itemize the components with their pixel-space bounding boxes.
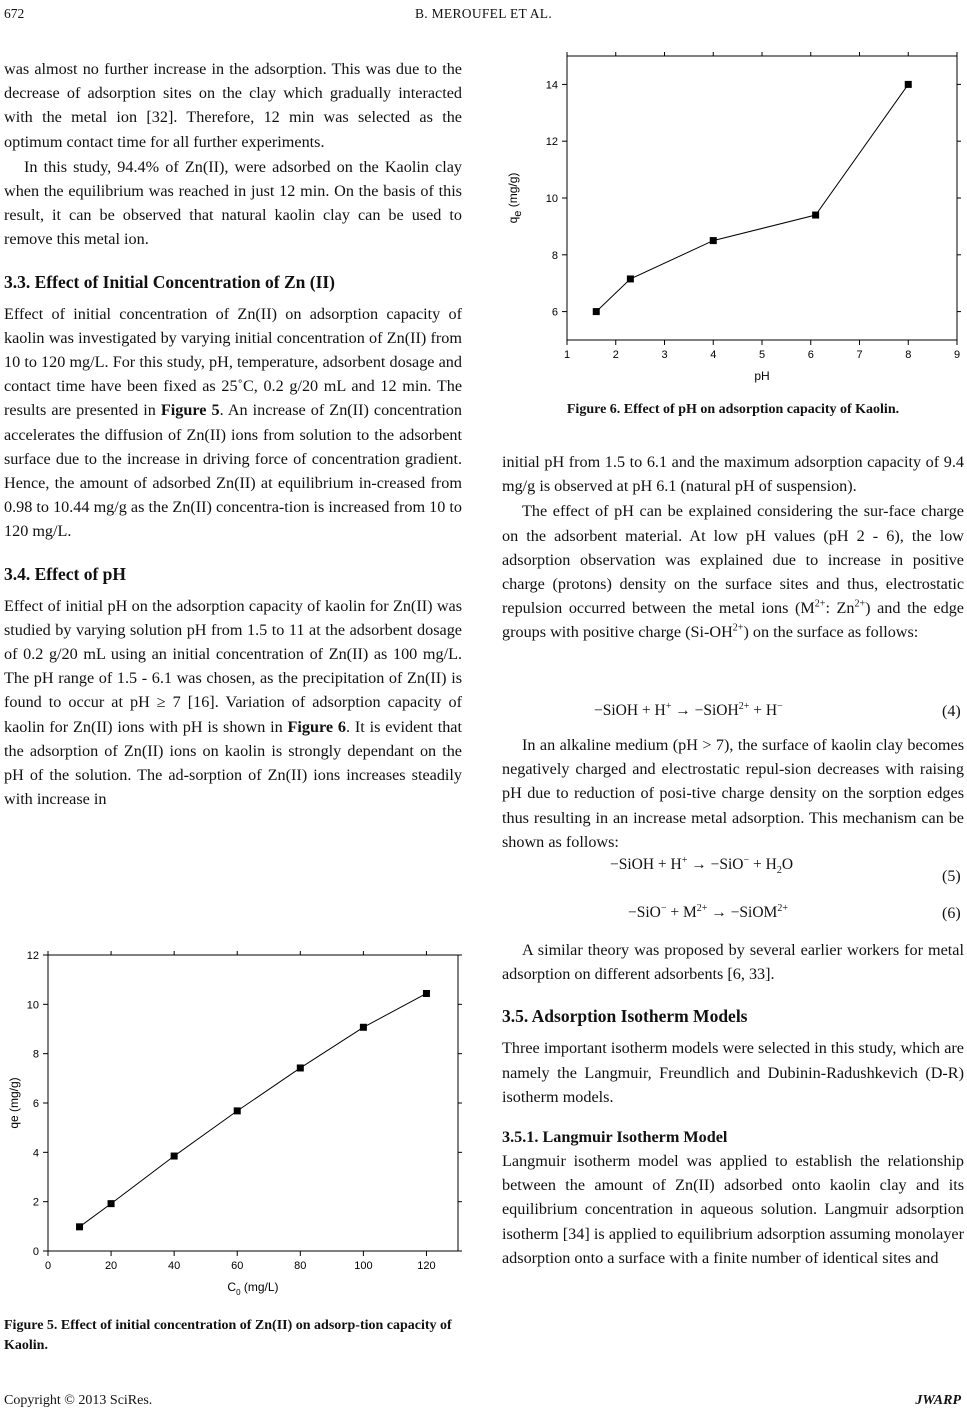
copyright: Copyright © 2013 SciRes. bbox=[4, 1393, 153, 1408]
y-axis-label: qe (mg/g) bbox=[506, 172, 524, 224]
y-tick-label: 12 bbox=[545, 136, 558, 149]
y-tick-label: 8 bbox=[32, 1048, 39, 1061]
x-tick-label: 120 bbox=[417, 1260, 436, 1272]
x-tick-label: 2 bbox=[612, 349, 619, 361]
paragraph: was almost no further increase in the adsorption. This was due to the decrease of adsorption sites on the clay which gradually interacted with the metal ion [32]. Therefore, 12 min was selected as the optimum contact time for all further experiments. bbox=[4, 60, 462, 151]
y-axis-label: qe (mg/g) bbox=[7, 1077, 21, 1129]
data-point bbox=[593, 308, 600, 315]
paragraph: Langmuir isotherm model was applied to establish the relationship between the amount of Zn(II) adsorbed onto kaolin clay and its equilibrium concentration in aqueous solution. Langmuir adsorption isotherm [34] is applied to equilibrium adsorption assuming monolayer adsorption onto a surface with a finite number of identical sites and bbox=[502, 1152, 964, 1267]
y-tick-label: 0 bbox=[32, 1246, 39, 1258]
equation-6: $-SiO^- + M^{2+}$ → −SiOM$^{2+}$ bbox=[628, 902, 788, 921]
y-tick-label: 2 bbox=[32, 1196, 39, 1209]
y-tick-label: 6 bbox=[551, 306, 558, 319]
equation-number: (6) bbox=[942, 905, 961, 922]
x-tick-label: 6 bbox=[807, 349, 814, 361]
right-column bbox=[502, 733, 964, 854]
x-tick-label: 4 bbox=[710, 349, 717, 361]
x-axis-label: $C_0$ (mg/L) bbox=[227, 1280, 279, 1297]
x-tick-label: 7 bbox=[856, 349, 863, 361]
data-point bbox=[171, 1153, 178, 1160]
page-number: 672 bbox=[4, 6, 25, 21]
data-point bbox=[905, 81, 912, 88]
x-tick-label: 5 bbox=[758, 349, 766, 361]
paragraph: A similar theory was proposed by several earlier workers for metal adsorption on different adsorbents [6, 33]. bbox=[502, 941, 964, 984]
data-point bbox=[360, 1024, 367, 1031]
subsection-heading: 3.5.1. Langmuir Isotherm Model bbox=[502, 1128, 728, 1147]
data-point bbox=[234, 1107, 241, 1114]
figure-6-caption: Figure 6. Effect of pH on adsorption capacity of Kaolin. bbox=[566, 402, 900, 417]
journal-name: JWARP bbox=[915, 1393, 961, 1408]
paragraph: Three important isotherm models were selected in this study, which are namely the Langmuir, Freundlich and Dubinin-Radushkevich (D-R) isotherm models. bbox=[502, 1039, 964, 1106]
data-point bbox=[710, 237, 717, 244]
x-tick-label: 8 bbox=[905, 349, 912, 361]
paragraph: In an alkaline medium (pH > 7), the surface of kaolin clay becomes negatively charged and electrostatic repul-sion decreases with raising pH due to reduction of posi-tive charge density on the sorption edges thus resulting in an increase metal adsorption. This mechanism can be shown as follows: bbox=[502, 736, 964, 851]
section-heading: 3.5. Adsorption Isotherm Models bbox=[502, 1006, 748, 1027]
data-point bbox=[812, 212, 819, 219]
equation-number: (4) bbox=[942, 703, 961, 720]
paragraph: Effect of initial concentration of Zn(II) on adsorption capacity of kaolin was investigated by varying initial concentration of Zn(II) from 10 to 120 mg/L. For this study, pH, temperature, adsorbent dosage and contact time have been fixed as 25˚C, 0.2 g/20 mL and 12 min. The results are presented in Figure 5. An increase of Zn(II) concentration accelerates the diffusion of Zn(II) ions from solution to the adsorbent surface due to the increase in driving force of concentration gradient. Hence, the amount of adsorbed Zn(II) at equilibrium in-creased from 0.98 to 10.44 mg/g as the Zn(II) concentra-tion is increased from 10 to 120 mg/L. bbox=[4, 304, 462, 541]
data-point bbox=[627, 275, 634, 282]
section-heading: 3.4. Effect of pH bbox=[4, 563, 126, 584]
paragraph: The effect of pH can be explained considering the sur-face charge on the adsorbent material. At low pH values (pH 2 - 6), the low adsorption observation was explained due to increase in positive charge (protons) density on the surface sites and thus, electrostatic repulsion occurred between the metal ions ($M^{2+}$: $Zn^{2+}$) and the edge groups with positive charge $(Si-OH^{2+})$ on the surface as follows: bbox=[502, 502, 964, 642]
series-line bbox=[596, 84, 908, 311]
y-tick-label: 14 bbox=[545, 79, 558, 92]
equation-number: (5) bbox=[942, 868, 961, 885]
paragraph: In this study, 94.4% of Zn(II), were adsorbed on the Kaolin clay when the equilibrium was reached in just 12 min. On the basis of this result, it can be observed that natural kaolin clay can be used to remove this metal ion. bbox=[4, 157, 462, 249]
paragraph: Effect of initial pH on the adsorption capacity of kaolin for Zn(II) was studied by varying solution pH from 1.5 to 11 at the adsorbent dosage of 0.2 g/20 mL using an initial concentration of Zn(II) as 100 mg/L. The pH range of 1.5 - 6.1 was chosen, as the precipitation of Zn(II) is found to occur at pH ≥ 7 [16]. Variation of adsorption capacity of kaolin for Zn(II) ions with pH is shown in Figure 6. It is evident that the adsorption of Zn(II) ions on kaolin is strongly dependant on the pH of the solution. The ad-sorption of Zn(II) ions increases steadily with increase in bbox=[4, 596, 462, 809]
equation-4: −SiOH + H+ → −SiOH$^{2+}$ + H− bbox=[594, 700, 783, 719]
y-tick-label: 8 bbox=[551, 249, 558, 262]
data-point bbox=[108, 1200, 115, 1207]
series-line bbox=[80, 993, 427, 1226]
y-tick-label: 12 bbox=[26, 950, 39, 962]
y-tick-label: 10 bbox=[545, 193, 558, 205]
x-tick-label: 40 bbox=[168, 1260, 181, 1272]
data-point bbox=[297, 1064, 304, 1071]
y-tick-label: 10 bbox=[26, 999, 39, 1012]
x-tick-label: 3 bbox=[661, 349, 668, 361]
figure-6-chart bbox=[497, 42, 967, 397]
x-tick-label: 20 bbox=[104, 1260, 118, 1272]
right-column bbox=[502, 938, 964, 1270]
equation-5: −SiOH + $H^+ \to -SiO^- + H_2O$ bbox=[610, 854, 794, 877]
data-point bbox=[76, 1223, 83, 1230]
figure-ref[interactable]: Figure 5 bbox=[160, 401, 220, 420]
left-column bbox=[4, 57, 462, 811]
right-column bbox=[502, 450, 964, 645]
x-tick-label: 9 bbox=[953, 349, 961, 361]
figure-5-chart bbox=[0, 940, 470, 1305]
x-tick-label: 0 bbox=[44, 1260, 52, 1272]
y-tick-label: 4 bbox=[32, 1147, 39, 1160]
paragraph: initial pH from 1.5 to 6.1 and the maximum adsorption capacity of 9.4 mg/g is observed at pH 6.1 (natural pH of suspension). bbox=[502, 453, 964, 496]
x-axis-label: pH bbox=[754, 369, 770, 383]
y-tick-label: 6 bbox=[32, 1098, 39, 1110]
data-point bbox=[423, 990, 430, 997]
x-tick-label: 100 bbox=[354, 1260, 373, 1272]
x-tick-label: 80 bbox=[294, 1260, 307, 1272]
running-title: B. MEROUFEL ET AL. bbox=[414, 6, 553, 21]
x-tick-label: 60 bbox=[231, 1260, 244, 1272]
figure-ref[interactable]: Figure 6 bbox=[287, 717, 347, 736]
section-heading: 3.3. Effect of Initial Concentration of Zn (II) bbox=[4, 271, 336, 292]
figure-5-caption: Figure 5. Effect of initial concentration of Zn(II) on adsorp-tion capacity of Kaolin. bbox=[4, 1318, 452, 1353]
x-tick-label: 1 bbox=[563, 349, 571, 361]
